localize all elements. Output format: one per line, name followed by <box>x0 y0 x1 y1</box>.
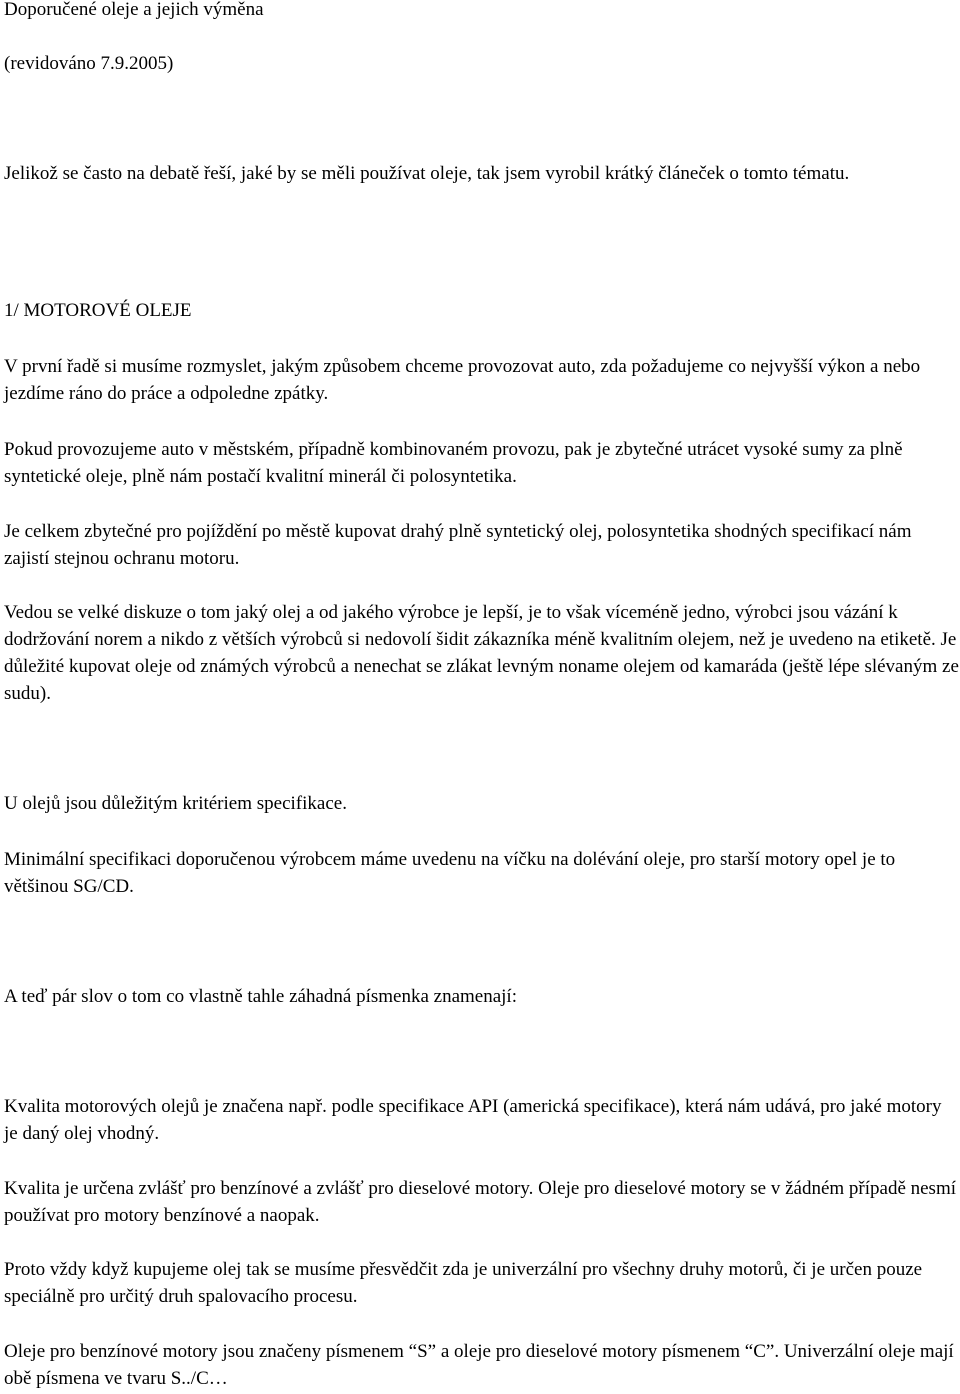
paragraph-letters-intro: A teď pár slov o tom co vlastně tahle záhadná písmenka znamenají: <box>4 986 517 1007</box>
paragraph-city-driving: Pokud provozujeme auto v městském, případně kombinovaném provozu, pak je zbytečné utrácet vysoké sumy za plně syntetické oleje, plně nám postačí kvalitní minerál či polosyntetika. <box>4 439 903 487</box>
document-title: Doporučené oleje a jejich výměna <box>4 0 264 20</box>
revision-date: (revidováno 7.9.2005) <box>4 53 174 74</box>
paragraph-usage: V první řadě si musíme rozmyslet, jakým způsobem chceme provozovat auto, zda požadujeme co nejvyšší výkon a nebo jezdíme ráno do práce a odpoledne zpátky. <box>4 356 921 404</box>
section-heading: 1/ MOTOROVÉ OLEJE <box>4 300 192 321</box>
paragraph-petrol-diesel: Kvalita je určena zvlášť pro benzínové a zvlášť pro dieselové motory. Oleje pro dieselové motory se v žádném případě nesmí používat pro motory benzínové a naopak. <box>4 1178 957 1226</box>
paragraph-manufacturers: Vedou se velké diskuze o tom jaký olej a od jakého výrobce je lepší, je to však víceméně jedno, výrobci jsou vázání k dodržování norem a nikdo z větších výrobců si nedovolí šidit zákazníka méně kvalitním olejem, než je uvedeno na etiketě. Je důležité kupovat oleje od známých výrobců a nenechat se zlákat levným noname olejem od kamaráda (ještě lépe slévaným ze sudu). <box>4 602 959 704</box>
paragraph-s-c-letters: Oleje pro benzínové motory jsou značeny písmenem “S” a oleje pro dieselové motory písmenem “C”. Univerzální oleje mají obě písmena ve tvaru S../C… <box>4 1341 954 1389</box>
paragraph-api: Kvalita motorových olejů je značena např. podle specifikace API (americká specifikace), která nám udává, pro jaké motory je daný olej vhodný. <box>4 1096 942 1144</box>
paragraph-synthetic: Je celkem zbytečné pro pojíždění po městě kupovat drahý plně syntetický olej, polosyntetika shodných specifikací nám zajistí stejnou ochranu motoru. <box>4 521 912 569</box>
intro-paragraph: Jelikož se často na debatě řeší, jaké by se měli používat oleje, tak jsem vyrobil krátký článeček o tomto tématu. <box>4 163 850 184</box>
paragraph-minimum-spec: Minimální specifikaci doporučenou výrobcem máme uvedenu na víčku na dolévání oleje, pro starší motory opel je to většinou SG/CD. <box>4 849 896 897</box>
paragraph-universal: Proto vždy když kupujeme olej tak se musíme přesvědčit zda je univerzální pro všechny druhy motorů, či je určen pouze speciálně pro určitý druh spalovacího procesu. <box>4 1259 923 1307</box>
paragraph-specifications: U olejů jsou důležitým kritériem specifikace. <box>4 793 347 814</box>
